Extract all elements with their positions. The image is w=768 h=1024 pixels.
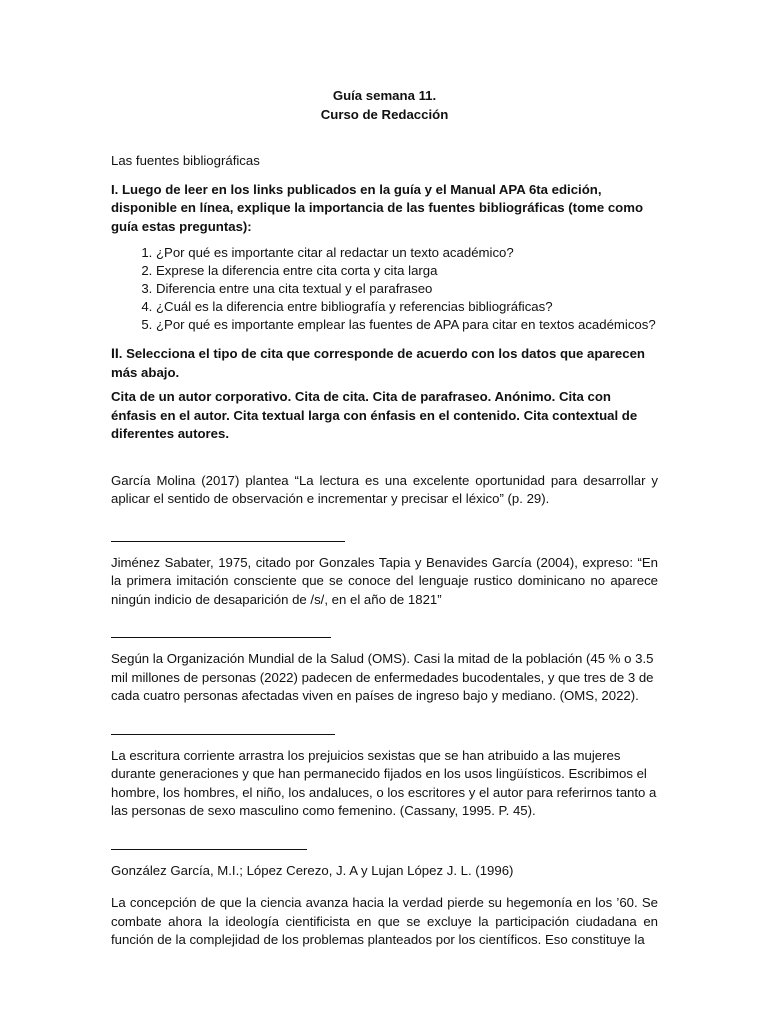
reference-entry: González García, M.I.; López Cerezo, J. A y Lujan López J. L. (1996) xyxy=(111,862,514,878)
quote-1: García Molina (2017) plantea “La lectura es una excelente oportunidad para desarrollar y aplicar el sentido de observación e incrementar y precisar el léxico” (p. 29). xyxy=(111,472,658,506)
document-title: Guía semana 11. xyxy=(332,88,437,103)
section-title: Las fuentes bibliográficas xyxy=(111,153,260,168)
cita-types-list: Cita de un autor corporativo. Cita de cita. Cita de parafraseo. Anónimo. Cita con énfasis en el autor. Cita textual larga con énfasis en el contenido. Cita contextual de diferentes autores. xyxy=(111,389,638,441)
question-item: 3. Diferencia entre una cita textual y el parafraseo xyxy=(156,280,658,298)
quote-3: Según la Organización Mundial de la Salud (OMS). Casi la mitad de la población (45 % o 3.5 mil millones de personas (2022) padecen de enfermedades bucodentales, y que tres de 3 de cada cuatro personas afectadas viven en países de ingreso bajo y mediano. (OMS, 2022). xyxy=(111,651,654,703)
question-item: 1. ¿Por qué es importante citar al redactar un texto académico? xyxy=(156,244,658,262)
document-subtitle: Curso de Redacción xyxy=(320,107,449,122)
answer-blank-4[interactable] xyxy=(111,835,307,850)
quote-4: La escritura corriente arrastra los prejuicios sexistas que se han atribuido a las mujeres durante generaciones y que han permanecido fijados en los usos lingüísticos. Escribimos el hombre, los hombres, el niño, los andaluces, o los escritores y el autor para referirnos tanto a las personas de sexo masculino como femenino. (Cassany, 1995. P. 45). xyxy=(111,747,657,818)
answer-blank-1[interactable] xyxy=(111,527,345,542)
document-page xyxy=(111,86,658,950)
part2-instruction xyxy=(111,344,658,382)
answer-blank-3[interactable] xyxy=(111,720,335,735)
question-item: 4. ¿Cuál es la diferencia entre bibliografía y referencias bibliográficas? xyxy=(156,298,658,316)
part2-instruction-text: . Selecciona el tipo de cita que corresponde de acuerdo con los datos que aparecen más abajo. xyxy=(111,346,645,380)
question-list xyxy=(111,244,658,334)
part1-instruction: I. Luego de leer en los links publicados en la guía y el Manual APA 6ta edición, disponible en línea, explique la importancia de las fuentes bibliográficas (tome como guía estas preguntas): xyxy=(111,181,644,234)
quote-6: La concepción de que la ciencia avanza hacia la verdad pierde su hegemonía en los ’60. Se combate ahora la ideología cientificista en que se excluye la participación ciudadana en función de la complejidad de los problemas planteados por los científicos. Eso constituye la xyxy=(111,895,658,947)
question-item: 5. ¿Por qué es importante emplear las fuentes de APA para citar en textos académicos? xyxy=(156,316,658,334)
part2-numeral: II xyxy=(111,345,119,361)
quote-2: Jiménez Sabater, 1975, citado por Gonzales Tapia y Benavides García (2004), expreso: “En la primera imitación consciente que se conoce del lenguaje rustico dominicano no aparece ningún indicio de desaparición de /s/, en el año de 1821” xyxy=(111,554,658,607)
answer-blank-2[interactable] xyxy=(111,623,331,638)
question-item: 2. Exprese la diferencia entre cita corta y cita larga xyxy=(156,262,658,280)
